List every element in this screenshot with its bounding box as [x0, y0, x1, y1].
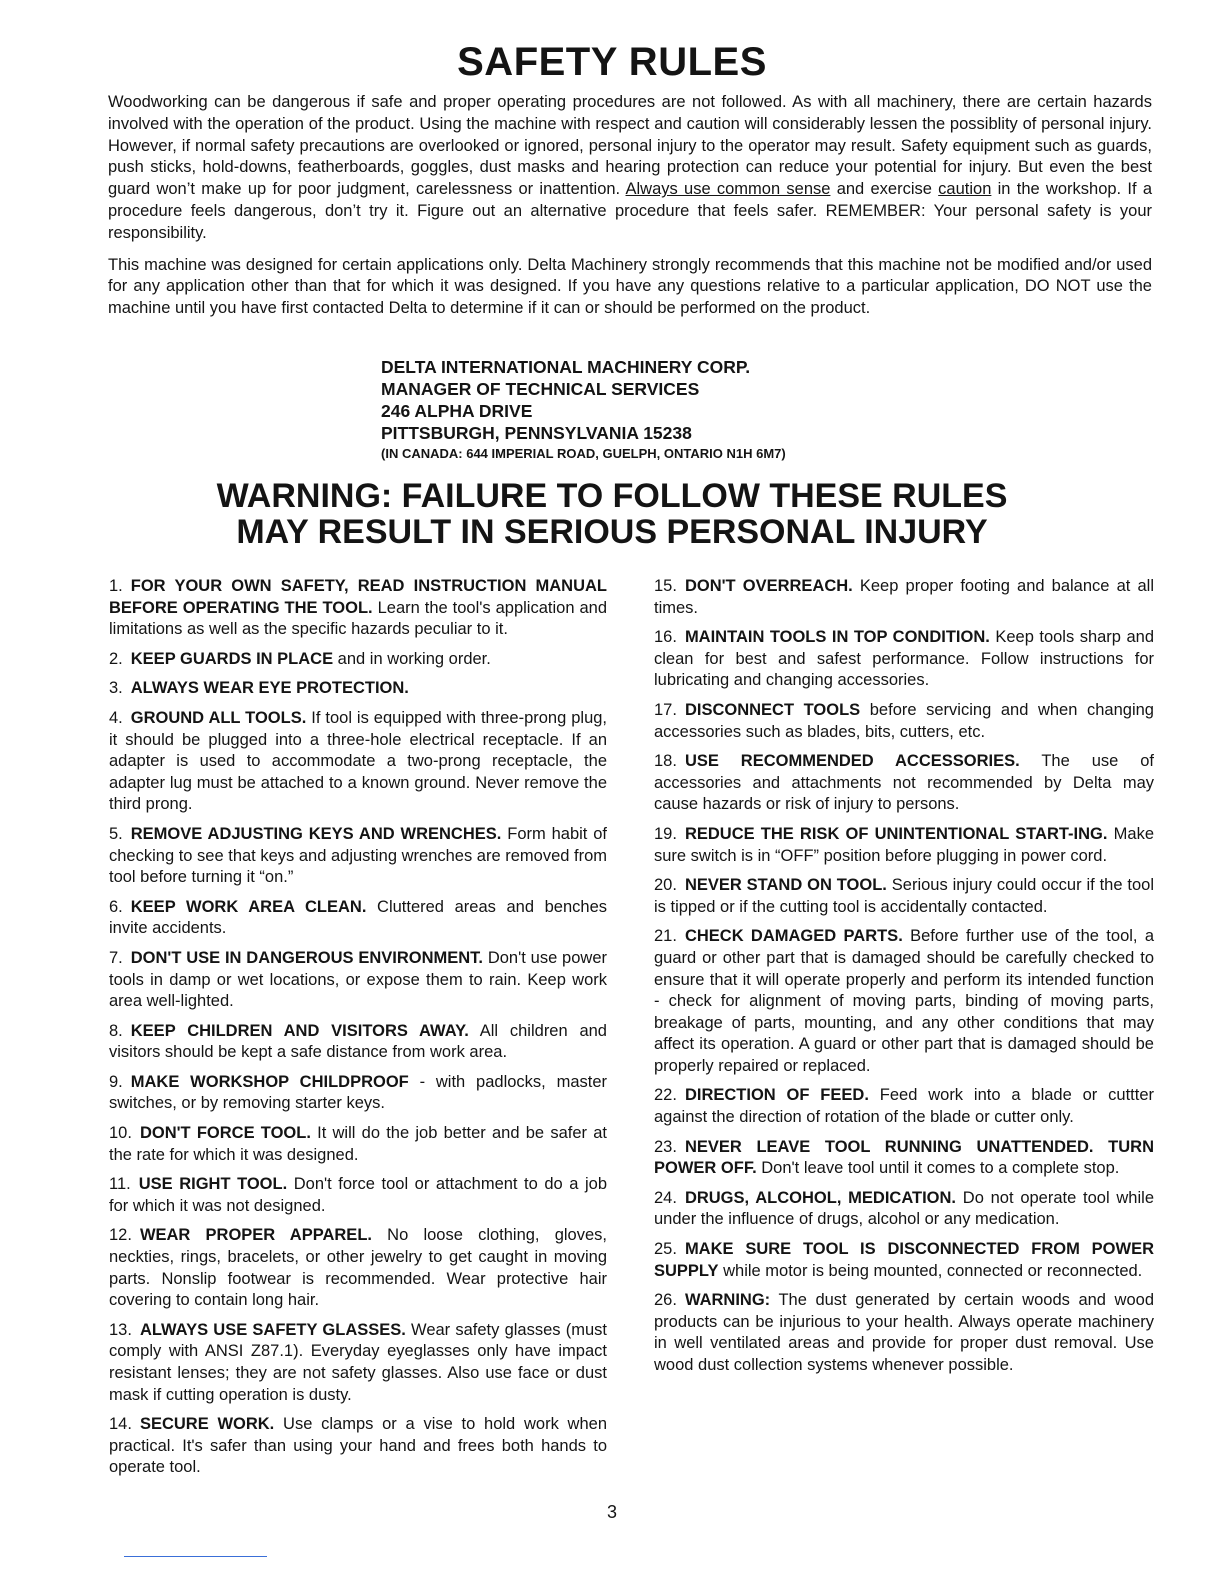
- rule-heading: MAKE WORKSHOP CHILDPROOF: [130, 1072, 409, 1091]
- rule-number: 4.: [109, 708, 123, 727]
- intro-text: Woodworking can be dangerous if safe and proper operating procedures are not followed. As with all machinery, there are certain hazards involved with the operation of the product. Using the machine with respect and caution will considerably lessen the possiblity of personal injury. However, if normal safety precautions are overlooked or ignored, personal injury to the operator may result. Safety equipment such as guards, push sticks, hold-downs, featherboards, goggles, dust masks and hearing protection can reduce your potential for injury. But even the best guard won’t make up for poor judgment, carelessness or inattention.: [108, 93, 1152, 199]
- intro-section: [108, 92, 1152, 330]
- rule-text: Don't leave tool until it comes to a complete stop.: [756, 1159, 1120, 1178]
- rule-number: 13.: [109, 1320, 132, 1339]
- intro-paragraph-2: This machine was designed for certain applications only. Delta Machinery strongly recommends that this machine not be modified and/or used for any application other than that for which it was designed. If you have any questions relative to a particular application, DO NOT use the machine until you have first contacted Delta to determine if it can or should be performed on the product.: [108, 255, 1152, 318]
- rule-number: 8.: [109, 1021, 123, 1040]
- address-line: DELTA INTERNATIONAL MACHINERY CORP.: [381, 357, 751, 377]
- intro-paragraph-1: [108, 92, 1152, 245]
- rule-number: 9.: [109, 1072, 123, 1091]
- rule-heading: ALWAYS WEAR EYE PROTECTION.: [130, 679, 409, 698]
- rule-heading: GROUND ALL TOOLS.: [130, 708, 307, 727]
- rule-text: The use of accessories and attachments not recommended by Delta may cause hazards or risk of injury to persons.: [654, 752, 1154, 814]
- safety-rule: [109, 576, 607, 641]
- safety-rule: [109, 1072, 607, 1115]
- safety-rule: [109, 1320, 607, 1406]
- safety-rule: [654, 875, 1154, 918]
- safety-rule: [109, 1123, 607, 1166]
- address-line: MANAGER OF TECHNICAL SERVICES: [381, 379, 700, 399]
- rule-text: and in working order.: [333, 649, 491, 668]
- safety-rule: [109, 649, 607, 671]
- safety-rule: [654, 627, 1154, 692]
- rule-number: 6.: [109, 897, 123, 916]
- rule-number: 12.: [109, 1226, 132, 1245]
- rule-heading: DON'T USE IN DANGEROUS ENVIRONMENT.: [130, 948, 484, 967]
- page-title: SAFETY RULES: [457, 40, 767, 84]
- page-number: 3: [606, 1502, 617, 1522]
- rule-heading: DON'T OVERREACH.: [684, 577, 853, 595]
- rule-text: No loose clothing, gloves, neckties, rings, bracelets, or other jewelry to get caught in moving parts. Nonslip footwear is recommended. Wear protective hair covering to contain long hair.: [109, 1226, 607, 1310]
- rule-number: 11.: [109, 1175, 131, 1194]
- rule-text: All children and visitors should be kept a safe distance from work area.: [109, 1021, 607, 1062]
- warning-heading: [0, 478, 1224, 550]
- safety-rule: [109, 1021, 607, 1064]
- rule-number: 10.: [109, 1124, 132, 1143]
- safety-rule: [654, 700, 1154, 743]
- warning-line: MAY RESULT IN SERIOUS PERSONAL INJURY: [236, 513, 988, 551]
- intro-text: and exercise: [830, 180, 939, 199]
- rule-number: 16.: [654, 628, 677, 647]
- safety-rule: [109, 897, 607, 940]
- rule-text: Cluttered areas and benches invite accidents.: [109, 897, 607, 938]
- rule-text: Don't use power tools in damp or wet locations, or expose them to rain. Keep work area well-lighted.: [109, 948, 607, 1011]
- rule-text: It will do the job better and be safer at the rate for which it was designed.: [109, 1124, 607, 1164]
- rule-text: Use clamps or a vise to hold work when practical. It's safer than using your hand and frees both hands to operate tool.: [109, 1415, 608, 1477]
- rule-heading: WEAR PROPER APPAREL.: [139, 1226, 372, 1245]
- address-line: PITTSBURGH, PENNSYLVANIA 15238: [381, 423, 692, 443]
- rule-text: Learn the tool's application and limitations as well as the specific hazards peculiar to it.: [109, 598, 607, 639]
- safety-rule: [654, 1137, 1154, 1180]
- safety-rule: [109, 678, 607, 700]
- rule-text: Serious injury could occur if the tool is tipped or if the cutting tool is accidentally contacted.: [654, 876, 1154, 916]
- safety-rule: [654, 1188, 1154, 1231]
- safety-rule: [109, 1414, 607, 1479]
- rule-text: while motor is being mounted, connected or reconnected.: [718, 1261, 1143, 1280]
- rule-heading: NEVER LEAVE TOOL RUNNING UNATTENDED. TURN POWER OFF.: [654, 1137, 1154, 1178]
- rule-heading: NEVER STAND ON TOOL.: [684, 876, 887, 895]
- rule-number: 1.: [109, 577, 123, 595]
- rule-heading: CHECK DAMAGED PARTS.: [684, 927, 903, 946]
- rule-text: before servicing and when changing accessories such as blades, bits, cutters, etc.: [654, 700, 1154, 741]
- rule-number: 23.: [654, 1137, 677, 1156]
- rule-number: 20.: [654, 876, 677, 895]
- rule-heading: KEEP CHILDREN AND VISITORS AWAY.: [130, 1021, 469, 1040]
- rule-heading: DISCONNECT TOOLS: [684, 700, 861, 719]
- rule-heading: KEEP GUARDS IN PLACE: [130, 649, 334, 668]
- rule-number: 2.: [109, 649, 123, 668]
- rule-number: 19.: [654, 824, 677, 843]
- address-line: 246 ALPHA DRIVE: [381, 401, 533, 421]
- warning-line: WARNING: FAILURE TO FOLLOW THESE RULES: [216, 477, 1008, 515]
- rule-number: 24.: [654, 1188, 677, 1207]
- rule-text: Before further use of the tool, a guard or other part that is damaged should be carefully checked to ensure that it will operate properly and perform its intended function - check for alignment of moving parts, binding of moving parts, breakage of parts, mounting, and any other conditions that may affect its operation. A guard or other part that is damaged should be properly repaired or replaced.: [654, 927, 1154, 1075]
- rule-heading: KEEP WORK AREA CLEAN.: [130, 897, 367, 916]
- safety-rule: [654, 751, 1154, 816]
- rule-heading: MAINTAIN TOOLS IN TOP CONDITION.: [684, 628, 990, 647]
- rule-text: Feed work into a blade or cuttter against the direction of rotation of the blade or cutter only.: [654, 1086, 1154, 1127]
- rule-heading: REMOVE ADJUSTING KEYS AND WRENCHES.: [130, 824, 502, 843]
- rule-heading: USE RECOMMENDED ACCESSORIES.: [684, 752, 1020, 771]
- address-block: [381, 356, 981, 464]
- rule-text: Wear safety glasses (must comply with ANSI Z87.1). Everyday eyeglasses only have impact resistant lenses; they are not safety glasses. Also use face or dust mask if cutting operation is dusty.: [109, 1320, 607, 1404]
- rule-number: 3.: [109, 679, 123, 698]
- rule-number: 18.: [654, 752, 677, 771]
- safety-rule: [654, 1290, 1154, 1376]
- rule-text: If tool is equipped with three-prong plug, it should be plugged into a three-hole electrical receptacle. If an adapter is used to accommodate a two-prong receptacle, the adapter lug must be attached to a known ground. Never remove the third prong.: [109, 708, 608, 814]
- rule-number: 7.: [109, 948, 123, 967]
- rule-text: - with padlocks, master switches, or by removing starter keys.: [109, 1072, 607, 1113]
- safety-rule: [654, 1239, 1154, 1282]
- rule-number: 15.: [654, 577, 677, 595]
- rule-number: 26.: [654, 1291, 677, 1310]
- safety-rule: [109, 1225, 607, 1311]
- rule-heading: DIRECTION OF FEED.: [684, 1086, 869, 1105]
- safety-rule: [654, 824, 1154, 867]
- rules-column-left: [109, 576, 607, 1487]
- edge-line: [124, 1556, 267, 1557]
- rules-column-right: [654, 576, 1154, 1385]
- rule-number: 5.: [109, 824, 123, 843]
- rule-text: Make sure switch is in “OFF” position before plugging in power cord.: [654, 824, 1154, 865]
- rule-text: Keep proper footing and balance at all times.: [654, 577, 1154, 617]
- rule-heading: SECURE WORK.: [139, 1415, 275, 1434]
- rule-heading: MAKE SURE TOOL IS DISCONNECTED FROM POWER SUPPLY: [654, 1240, 1154, 1280]
- rule-number: 17.: [654, 700, 677, 719]
- rule-heading: ALWAYS USE SAFETY GLASSES.: [139, 1320, 406, 1339]
- safety-rule: [109, 948, 607, 1013]
- rule-text: Don't force tool or attachment to do a job for which it was not designed.: [109, 1175, 607, 1215]
- rule-text: Keep tools sharp and clean for best and safest performance. Follow instructions for lubricating and changing accessories.: [654, 628, 1154, 690]
- safety-rule: [109, 824, 607, 889]
- rule-heading: WARNING:: [684, 1291, 771, 1310]
- rule-heading: USE RIGHT TOOL.: [138, 1175, 288, 1194]
- safety-rule: [109, 1174, 607, 1217]
- rule-number: 14.: [109, 1415, 132, 1434]
- rule-heading: REDUCE THE RISK OF UNINTENTIONAL START-ING.: [684, 824, 1108, 843]
- rule-number: 21.: [654, 927, 677, 946]
- intro-text: in the workshop. If a procedure feels dangerous, don’t try it. Figure out an alternative procedure that feels safer. REMEMBER: Your personal safety is your responsibility.: [108, 180, 1152, 242]
- rule-number: 22.: [654, 1086, 677, 1105]
- rule-text: Form habit of checking to see that keys and adjusting wrenches are removed from tool before turning it “on.”: [109, 824, 608, 887]
- rule-heading: DRUGS, ALCOHOL, MEDICATION.: [684, 1188, 957, 1207]
- rule-text: Do not operate tool while under the influence of drugs, alcohol or any medication.: [654, 1188, 1154, 1229]
- rule-heading: FOR YOUR OWN SAFETY, READ INSTRUCTION MANUAL BEFORE OPERATING THE TOOL.: [109, 577, 607, 617]
- safety-rule: [654, 1085, 1154, 1128]
- rule-text: The dust generated by certain woods and wood products can be injurious to your health. Always operate machinery in well ventilated areas and provide for proper dust removal. Use wood dust collection systems whenever possible.: [654, 1291, 1154, 1374]
- safety-rule: [654, 576, 1154, 619]
- rule-heading: DON'T FORCE TOOL.: [139, 1124, 311, 1143]
- underlined-text: caution: [938, 180, 992, 199]
- safety-rule: [109, 708, 607, 816]
- underlined-text: Always use common sense: [625, 180, 831, 199]
- safety-rule: [654, 926, 1154, 1077]
- address-line-canada: (IN CANADA: 644 IMPERIAL ROAD, GUELPH, ONTARIO N1H 6M7): [381, 446, 786, 461]
- rule-number: 25.: [654, 1240, 677, 1259]
